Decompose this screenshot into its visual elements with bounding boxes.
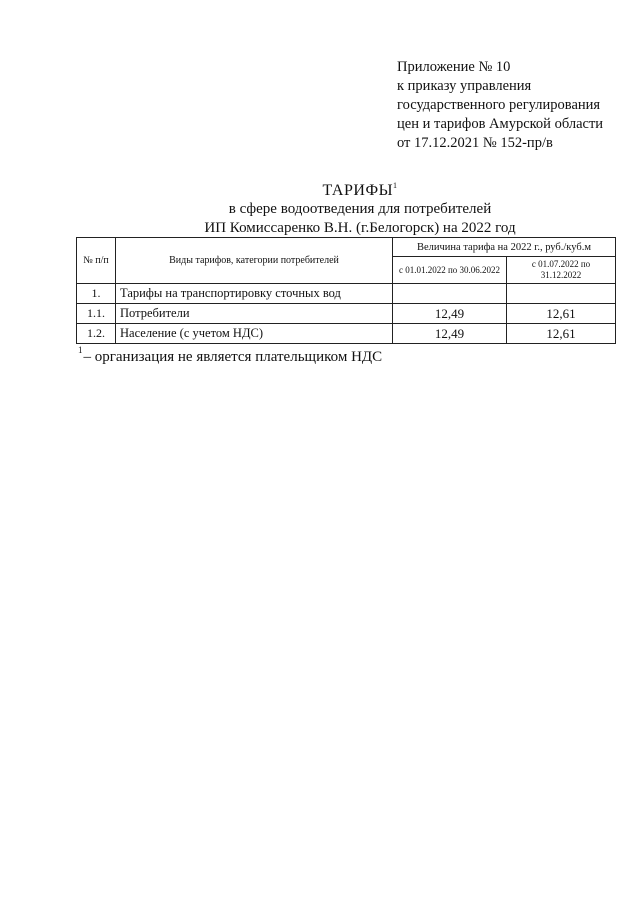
header-num: № п/п	[77, 238, 116, 284]
row-name: Тарифы на транспортировку сточных вод	[116, 284, 393, 304]
appendix-header	[397, 58, 603, 153]
appendix-line: от 17.12.2021 № 152-пр/в	[397, 135, 553, 151]
row-value-1: 12,49	[393, 304, 507, 324]
header-period-2: с 01.07.2022 по 31.12.2022	[507, 257, 616, 284]
appendix-line: государственного регулирования	[397, 97, 601, 113]
footnote-mark: 1	[78, 345, 83, 355]
row-num: 1.	[77, 284, 116, 304]
appendix-line: Приложение № 10	[397, 59, 511, 75]
title-main: ТАРИФЫ$^1$	[322, 181, 398, 199]
row-value-1	[393, 284, 507, 304]
row-value-2: 12,61	[507, 304, 616, 324]
header-period-1: с 01.01.2022 по 30.06.2022	[393, 257, 507, 284]
appendix-line: к приказу управления	[397, 78, 532, 94]
row-name: Население (с учетом НДС)	[116, 324, 393, 344]
table-row	[77, 304, 616, 324]
row-value-2: 12,61	[507, 324, 616, 344]
footnote	[78, 345, 382, 366]
title-subtitle: ИП Комиссаренко В.Н. (г.Белогорск) на 2022 год	[204, 220, 516, 236]
row-num: 1.1.	[77, 304, 116, 324]
appendix-line: цен и тарифов Амурской области	[397, 116, 604, 132]
tariff-table	[76, 237, 616, 344]
document-title	[60, 176, 640, 238]
title-footnote-mark: 1	[393, 181, 398, 190]
title-subtitle: в сфере водоотведения для потребителей	[228, 201, 492, 217]
row-num: 1.2.	[77, 324, 116, 344]
header-value: Величина тарифа на 2022 г., руб./куб.м	[393, 238, 616, 257]
table-row	[77, 324, 616, 344]
table-row	[77, 284, 616, 304]
header-kind: Виды тарифов, категории потребителей	[116, 238, 393, 284]
row-name: Потребители	[116, 304, 393, 324]
row-value-1: 12,49	[393, 324, 507, 344]
footnote-text: – организация не является плательщиком НДС	[83, 349, 383, 365]
row-value-2	[507, 284, 616, 304]
